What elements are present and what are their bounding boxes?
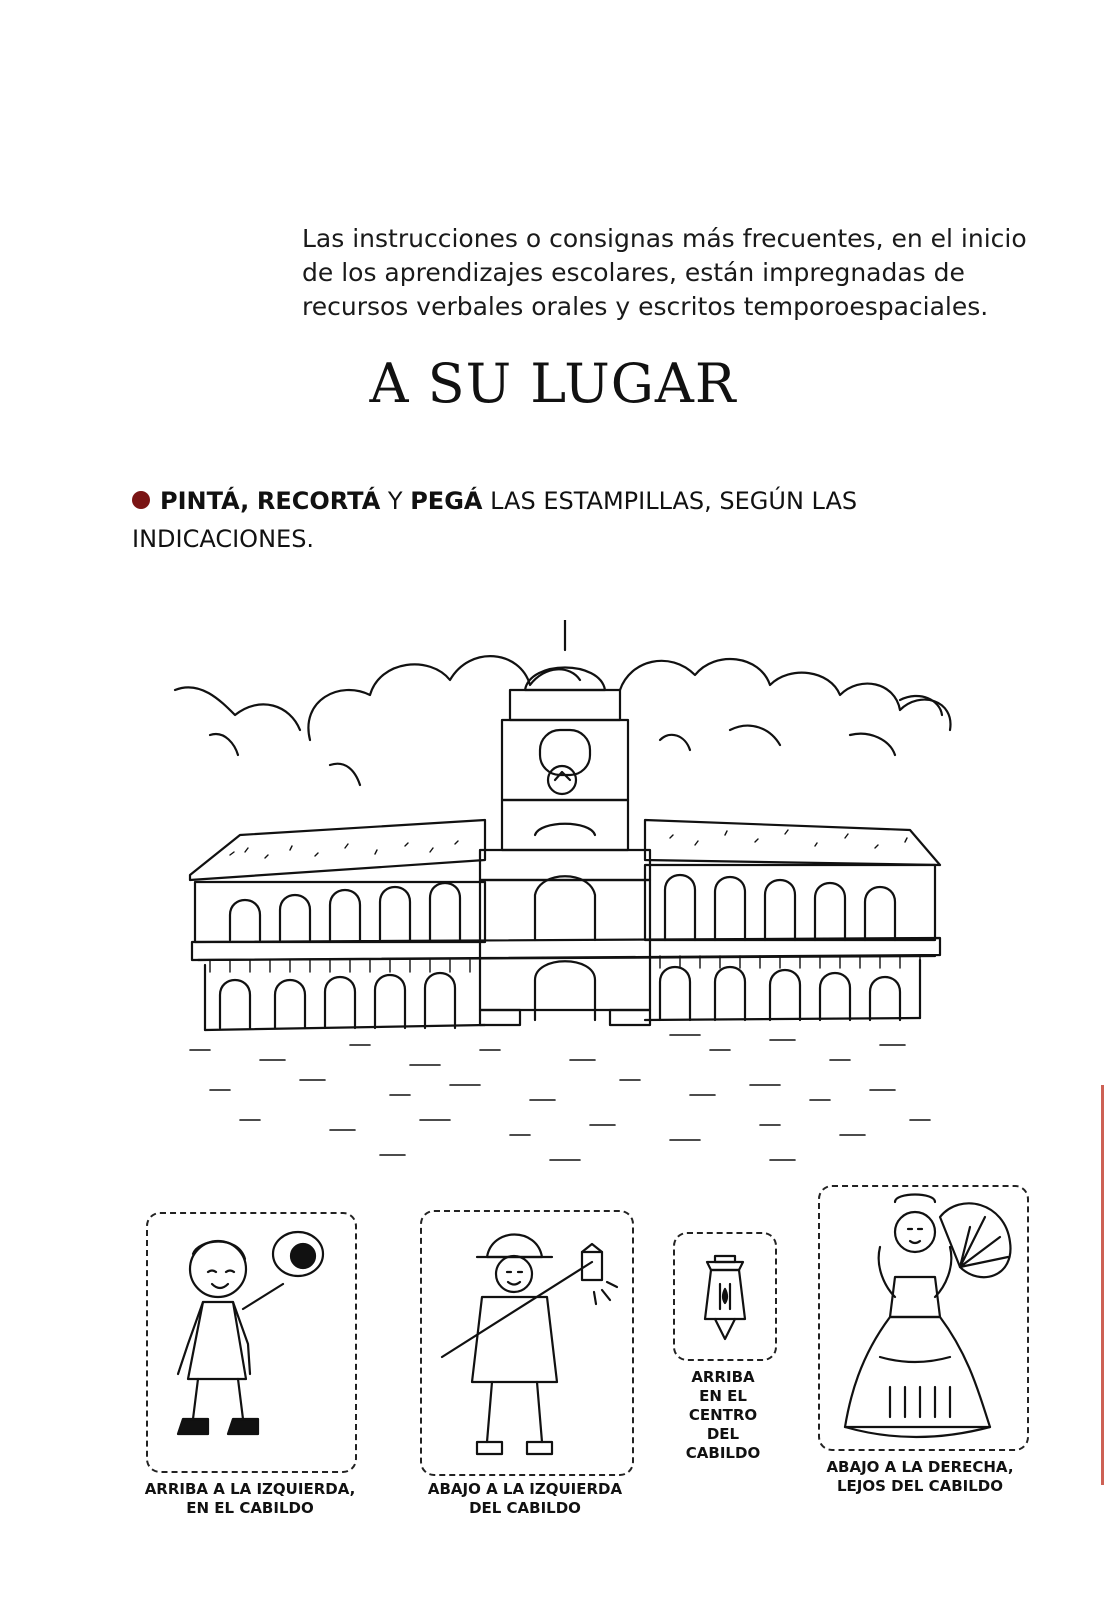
activity-instruction — [132, 482, 912, 558]
intro-line-1: Las instrucciones o consignas más frecuentes, en el inicio — [302, 224, 1027, 253]
instruction-line-2: INDICACIONES. — [132, 525, 315, 553]
intro-text — [302, 222, 1062, 324]
stamp-caption-street-lamp — [673, 1368, 773, 1463]
caption-boy-line-1: ARRIBA A LA IZQUIERDA, — [144, 1480, 356, 1498]
stamp-caption-boy — [130, 1480, 370, 1518]
caption-boy-line-2: EN EL CABILDO — [186, 1499, 314, 1517]
caption-lamplighter-line-1: ABAJO A LA IZQUIERDA — [427, 1480, 623, 1498]
stamp-caption-lamplighter — [405, 1480, 645, 1518]
caption-lamp-line-3: CENTRO — [688, 1406, 758, 1424]
caption-lamplighter-line-2: DEL CABILDO — [469, 1499, 581, 1517]
caption-lamp-line-5: CABILDO — [685, 1444, 761, 1462]
cabildo-building-icon — [150, 620, 980, 1180]
lady-with-fan-icon — [820, 1187, 1027, 1449]
stamp-boy[interactable] — [146, 1212, 357, 1473]
word-y: Y — [387, 487, 403, 515]
stamp-caption-lady — [800, 1458, 1040, 1496]
word-pega: PEGÁ — [410, 487, 483, 515]
caption-lady-line-1: ABAJO A LA DERECHA, — [826, 1458, 1014, 1476]
stamp-lamplighter[interactable] — [420, 1210, 634, 1476]
cabildo-illustration — [150, 620, 980, 1180]
caption-lamp-line-2: EN EL — [699, 1387, 747, 1405]
intro-line-2: de los aprendizajes escolares, están impregnadas de — [302, 258, 965, 287]
intro-line-3: recursos verbales orales y escritos temporoespaciales. — [302, 292, 989, 321]
street-lamp-icon — [675, 1234, 775, 1359]
boy-with-hat-icon — [148, 1214, 355, 1471]
bullet-dot-icon — [132, 491, 150, 509]
caption-lamp-line-1: ARRIBA — [691, 1368, 755, 1386]
caption-lady-line-2: LEJOS DEL CABILDO — [836, 1477, 1004, 1495]
lamplighter-icon — [422, 1212, 632, 1474]
word-pinta: PINTÁ, — [160, 487, 250, 515]
page-edge-mark — [1101, 1085, 1104, 1485]
word-recorta: RECORTÁ — [256, 487, 381, 515]
stamp-lady[interactable] — [818, 1185, 1029, 1451]
page-title: A SU LUGAR — [369, 352, 737, 415]
caption-lamp-line-4: DEL — [706, 1425, 740, 1443]
stamp-street-lamp[interactable] — [673, 1232, 777, 1361]
instruction-rest: LAS ESTAMPILLAS, SEGÚN LAS — [490, 487, 858, 515]
